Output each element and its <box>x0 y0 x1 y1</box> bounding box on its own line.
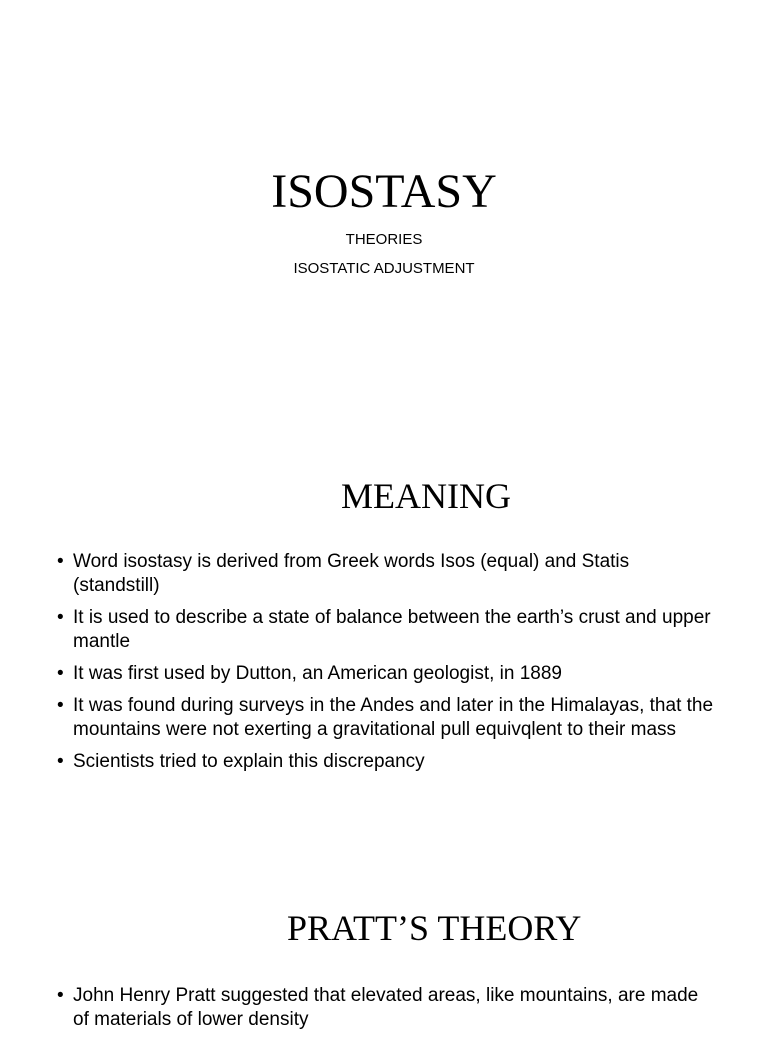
bullet-item: • It was first used by Dutton, an American geologist, in 1889 <box>57 662 717 686</box>
meaning-slide <box>0 432 768 864</box>
slide-title: ISOSTASY <box>271 165 497 218</box>
bullet-item: • It was found during surveys in the Andes and later in the Himalayas, that the mountains were not exerting a gravitational pull equivqlent to their mass <box>57 694 717 742</box>
pratt-heading: PRATT’S THEORY <box>287 908 582 948</box>
pratt-theory-slide <box>0 864 768 1030</box>
meaning-heading: MEANING <box>341 476 511 516</box>
slide-subtitle-isostatic-adjustment: ISOSTATIC ADJUSTMENT <box>293 260 475 277</box>
title-slide <box>0 0 768 432</box>
slide-subtitle-theories: THEORIES <box>345 231 423 248</box>
bullet-item: • Word isostasy is derived from Greek words Isos (equal) and Statis (standstill) <box>57 550 717 598</box>
bullet-item: • It is used to describe a state of balance between the earth’s crust and upper mantle <box>57 606 717 654</box>
meaning-bullet-list <box>57 550 717 782</box>
pratt-bullet-list <box>57 984 717 1040</box>
bullet-item: • John Henry Pratt suggested that elevated areas, like mountains, are made of materials of lower density <box>57 984 717 1032</box>
bullet-item: • Scientists tried to explain this discrepancy <box>57 750 717 774</box>
